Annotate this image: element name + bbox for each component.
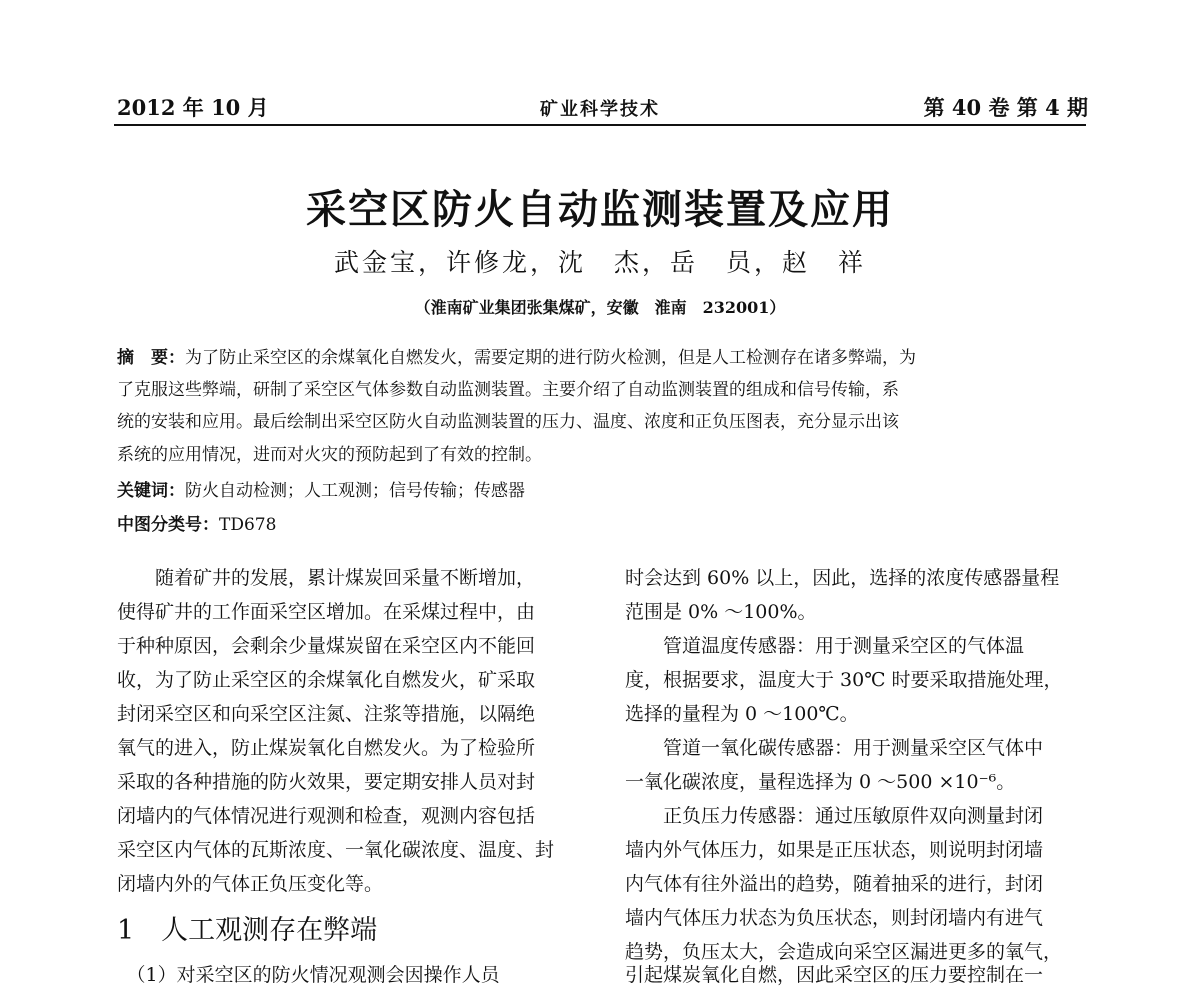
abstract-label: 摘 要：	[117, 348, 185, 368]
right-column-line: 时会达到 60% 以上，因此，选择的浓度传感器量程	[625, 567, 1060, 589]
keywords-label: 关键词：	[117, 481, 185, 501]
section-heading: 1 人工观测存在弊端	[117, 915, 378, 946]
right-column-line: 度，根据要求，温度大于 30℃ 时要采取措施处理，	[625, 669, 1063, 691]
header-journal: 矿业科学技术	[540, 99, 660, 120]
left-column-line: 闭墙内的气体情况进行观测和检查，观测内容包括	[117, 805, 536, 827]
right-column-line: 内气体有往外溢出的趋势，随着抽采的进行，封闭	[625, 873, 1044, 895]
abstract-line: 系统的应用情况，进而对火灾的预防起到了有效的控制。	[117, 445, 542, 465]
classification-text: TD678	[219, 515, 277, 535]
abstract-line	[117, 343, 916, 368]
left-column-line: 封闭采空区和向采空区注氮、注浆等措施，以隔绝	[117, 703, 536, 725]
right-column-line: 管道一氧化碳传感器：用于测量采空区气体中	[625, 737, 1044, 759]
left-column-line: 于种种原因，会剩余少量煤炭留在采空区内不能回	[117, 635, 536, 657]
keywords-line	[117, 476, 525, 501]
right-column-line: 墙内外气体压力，如果是正压状态，则说明封闭墙	[625, 839, 1044, 861]
right-column-line: 管道温度传感器：用于测量采空区的气体温	[625, 635, 1025, 657]
classification-label: 中图分类号：	[117, 515, 219, 535]
classification-line	[117, 510, 276, 535]
right-column-line: 一氧化碳浓度，量程选择为 0 ～500 ×10⁻⁶。	[625, 771, 1016, 793]
right-column-line: 墙内气体压力状态为负压状态，则封闭墙内有进气	[625, 907, 1044, 929]
right-column-line: 范围是 0% ～100%。	[625, 601, 817, 623]
left-column-line: 闭墙内外的气体正负压变化等。	[117, 873, 384, 895]
header-rule	[114, 124, 1086, 126]
abstract-line: 统的安装和应用。最后绘制出采空区防火自动监测装置的压力、温度、浓度和正负压图表，充分显示出该	[117, 412, 899, 432]
affiliation: （淮南矿业集团张集煤矿，安徽 淮南 232001）	[414, 298, 786, 317]
abstract-line: 了克服这些弊端，研制了采空区气体参数自动监测装置。主要介绍了自动监测装置的组成和信号传输，系	[117, 380, 899, 400]
left-column-line: 收，为了防止采空区的余煤氧化自燃发火，矿采取	[117, 669, 536, 691]
right-column-line: 引起煤炭氧化自燃，因此采空区的压力要控制在一	[625, 964, 1044, 986]
right-column-line: 选择的量程为 0 ～100℃。	[625, 703, 859, 725]
left-column-line: 采空区内气体的瓦斯浓度、一氧化碳浓度、温度、封	[117, 839, 555, 861]
right-column-line: 趋势，负压太大，会造成向采空区漏进更多的氧气，	[625, 941, 1063, 963]
left-column-line: （1）对采空区的防火情况观测会因操作人员	[117, 964, 500, 986]
left-column-line: 采取的各种措施的防火效果，要定期安排人员对封	[117, 771, 536, 793]
keywords-text: 防火自动检测；人工观测；信号传输；传感器	[185, 481, 525, 501]
abstract-text: 为了防止采空区的余煤氧化自燃发火，需要定期的进行防火检测，但是人工检测存在诸多弊端，为	[185, 348, 916, 368]
author-list: 武金宝，许修龙，沈 杰，岳 员，赵 祥	[333, 248, 866, 277]
left-column-line: 随着矿井的发展，累计煤炭回采量不断增加，	[117, 567, 536, 589]
right-column-line: 正负压力传感器：通过压敏原件双向测量封闭	[625, 805, 1044, 827]
left-column-line: 使得矿井的工作面采空区增加。在采煤过程中，由	[117, 601, 536, 623]
header-volume: 第 40 卷 第 4 期	[923, 95, 1088, 120]
header-date: 2012 年 10 月	[117, 95, 269, 120]
paper-title: 采空区防火自动监测装置及应用	[306, 186, 894, 233]
left-column-line: 氧气的进入，防止煤炭氧化自燃发火。为了检验所	[117, 737, 536, 759]
